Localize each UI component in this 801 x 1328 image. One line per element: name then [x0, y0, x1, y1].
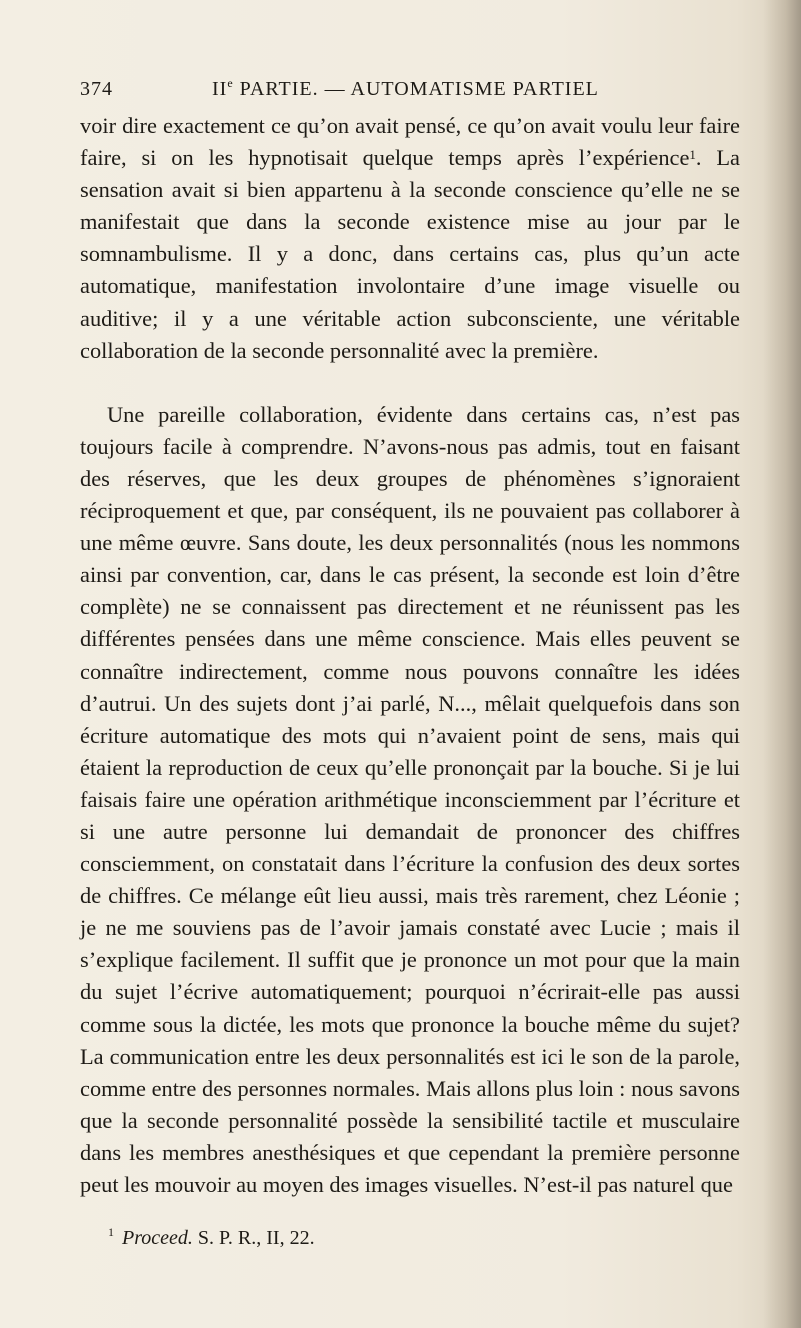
page-number: 374	[80, 78, 113, 100]
footnote	[108, 1227, 315, 1250]
body-text	[80, 110, 740, 1201]
paragraph-1	[80, 110, 740, 367]
paragraph-1-text: voir dire exactement ce qu’on avait pensé, ce qu’on avait voulu leur faire faire, si on les hypnotisait quelque temps après l’expérience	[80, 113, 740, 171]
part-roman: II	[212, 78, 228, 100]
footnote-citation: S. P. R., II, 22.	[192, 1227, 315, 1249]
part-superscript: e	[227, 76, 234, 90]
footnote-reference: 1	[689, 147, 696, 163]
footnote-title: Proceed.	[122, 1227, 193, 1249]
paragraph-1-text-continued: . La sensation avait si bien appartenu à la seconde conscience qu’elle ne se manifestait que dans la seconde existence mise au jour par le somnambulisme. Il y a donc, dans certains cas, plus qu’un acte automatique, manifestation involontaire d’une image visuelle ou auditive; il y a une véritable action subconsciente, une véritable collaboration de la seconde personnalité avec la première.	[80, 145, 740, 363]
footnote-mark: 1	[108, 1225, 114, 1239]
paragraph-2: Une pareille collaboration, évidente dans certains cas, n’est pas toujours facile à comprendre. N’avons-nous pas admis, tout en faisant des réserves, que les deux groupes de phénomènes s’ignoraient réciproquement et que, par conséquent, ils ne pouvaient pas collaborer à une même œuvre. Sans doute, les deux personnalités (nous les nommons ainsi par convention, car, dans le cas présent, la seconde est loin d’être complète) ne se connaissent pas directement et ne réunissent pas les différentes pensées dans une même conscience. Mais elles peuvent se connaître indirectement, comme nous pouvons connaître les idées d’autrui. Un des sujets dont j’ai parlé, N..., mêlait quelquefois dans son écriture automatique des mots qui n’avaient point de sens, mais qui étaient la reproduction de ceux qu’elle prononçait par la bouche. Si je lui faisais faire une opération arithmétique inconsciemment par l’écriture et si une autre personne lui demandait de prononcer des chiffres consciemment, on constatait dans l’écriture la confusion des deux sortes de chiffres. Ce mélange eût lieu aussi, mais très rarement, chez Léonie ; je ne me souviens pas de l’avoir jamais constaté avec Lucie ; mais il s’explique facilement. Il suffit que je prononce un mot pour que la main du sujet l’écrive automatiquement; pourquoi n’écrirait-elle pas aussi comme sous la dictée, les mots que prononce la bouche même du sujet? La communication entre les deux personnalités est ici le son de la parole, comme entre des personnes normales. Mais allons plus loin : nous savons que la seconde personnalité possède la sensibilité tactile et musculaire dans les membres anesthésiques et que cependant la première personne peut les mouvoir au moyen des images visuelles. N’est-il pas naturel que	[80, 401, 740, 1197]
running-title: PARTIE. — AUTOMATISME PARTIEL	[233, 78, 599, 100]
page-header	[80, 78, 740, 108]
page-edge-shadow	[763, 0, 801, 1328]
running-head	[212, 78, 599, 101]
